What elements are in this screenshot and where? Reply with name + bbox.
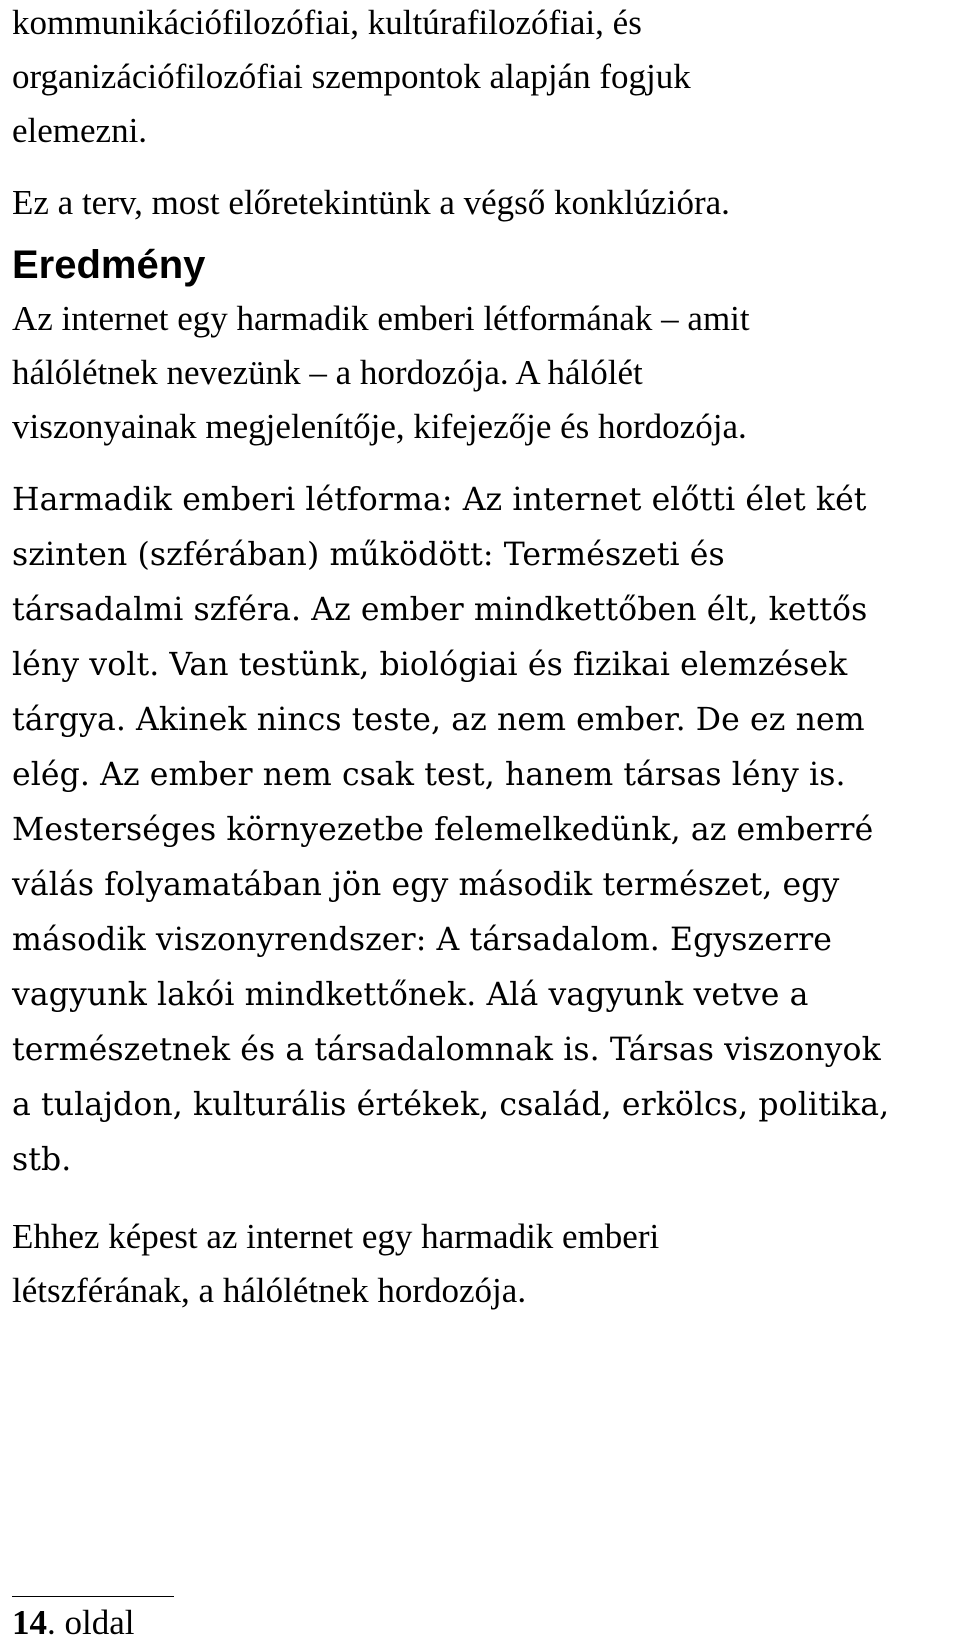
- text-line: természetnek és a társadalomnak is. Társas viszonyok: [12, 1032, 881, 1068]
- text-line: organizációfilozófiai szempontok alapján fogjuk: [12, 57, 691, 96]
- text-line: a tulajdon, kulturális értékek, család, erkölcs, politika,: [12, 1087, 890, 1123]
- text-line: viszonyainak megjelenítője, kifejezője és hordozója.: [12, 407, 747, 446]
- section-heading: Eredmény: [12, 243, 206, 287]
- text-line: lény volt. Van testünk, biológiai és fizikai elemzések: [12, 647, 848, 683]
- page-word: . oldal: [47, 1603, 135, 1642]
- text-line: létszférának, a hálólétnek hordozója.: [12, 1271, 527, 1310]
- text-line: Ez a terv, most előretekintünk a végső konklúzióra.: [12, 183, 730, 222]
- text-line: elemezni.: [12, 111, 148, 150]
- document-page: [12, 0, 952, 1318]
- text-line: tárgya. Akinek nincs teste, az nem ember. De ez nem: [12, 702, 865, 738]
- page-number-label: [12, 1603, 174, 1643]
- intro-paragraph: [12, 0, 952, 158]
- text-line: Harmadik emberi létforma: Az internet előtti élet két: [12, 482, 867, 518]
- closing-paragraph: [12, 1210, 952, 1318]
- text-line: szinten (szférában) működött: Természeti és: [12, 537, 725, 573]
- text-line: elég. Az ember nem csak test, hanem társas lény is.: [12, 757, 846, 793]
- plan-paragraph: [12, 176, 952, 230]
- text-line: Ehhez képest az internet egy harmadik emberi: [12, 1217, 660, 1256]
- third-form-paragraph: [12, 473, 952, 1188]
- text-line: válás folyamatában jön egy második természet, egy: [12, 867, 840, 903]
- text-line: társadalmi szféra. Az ember mindkettőben élt, kettős: [12, 592, 868, 628]
- result-paragraph: [12, 292, 952, 454]
- text-line: vagyunk lakói mindkettőnek. Alá vagyunk vetve a: [12, 977, 809, 1013]
- page-footer: [12, 1596, 174, 1643]
- text-line: Az internet egy harmadik emberi létformának – amit: [12, 299, 750, 338]
- page-number: 14: [12, 1603, 47, 1642]
- text-line: hálólétnek nevezünk – a hordozója. A hálólét: [12, 353, 643, 392]
- text-line: Mesterséges környezetbe felemelkedünk, az emberré: [12, 812, 874, 848]
- footer-divider: [12, 1596, 174, 1597]
- text-line: második viszonyrendszer: A társadalom. Egyszerre: [12, 922, 833, 958]
- text-line: stb.: [12, 1142, 72, 1178]
- text-line: kommunikációfilozófiai, kultúrafilozófiai, és: [12, 3, 642, 42]
